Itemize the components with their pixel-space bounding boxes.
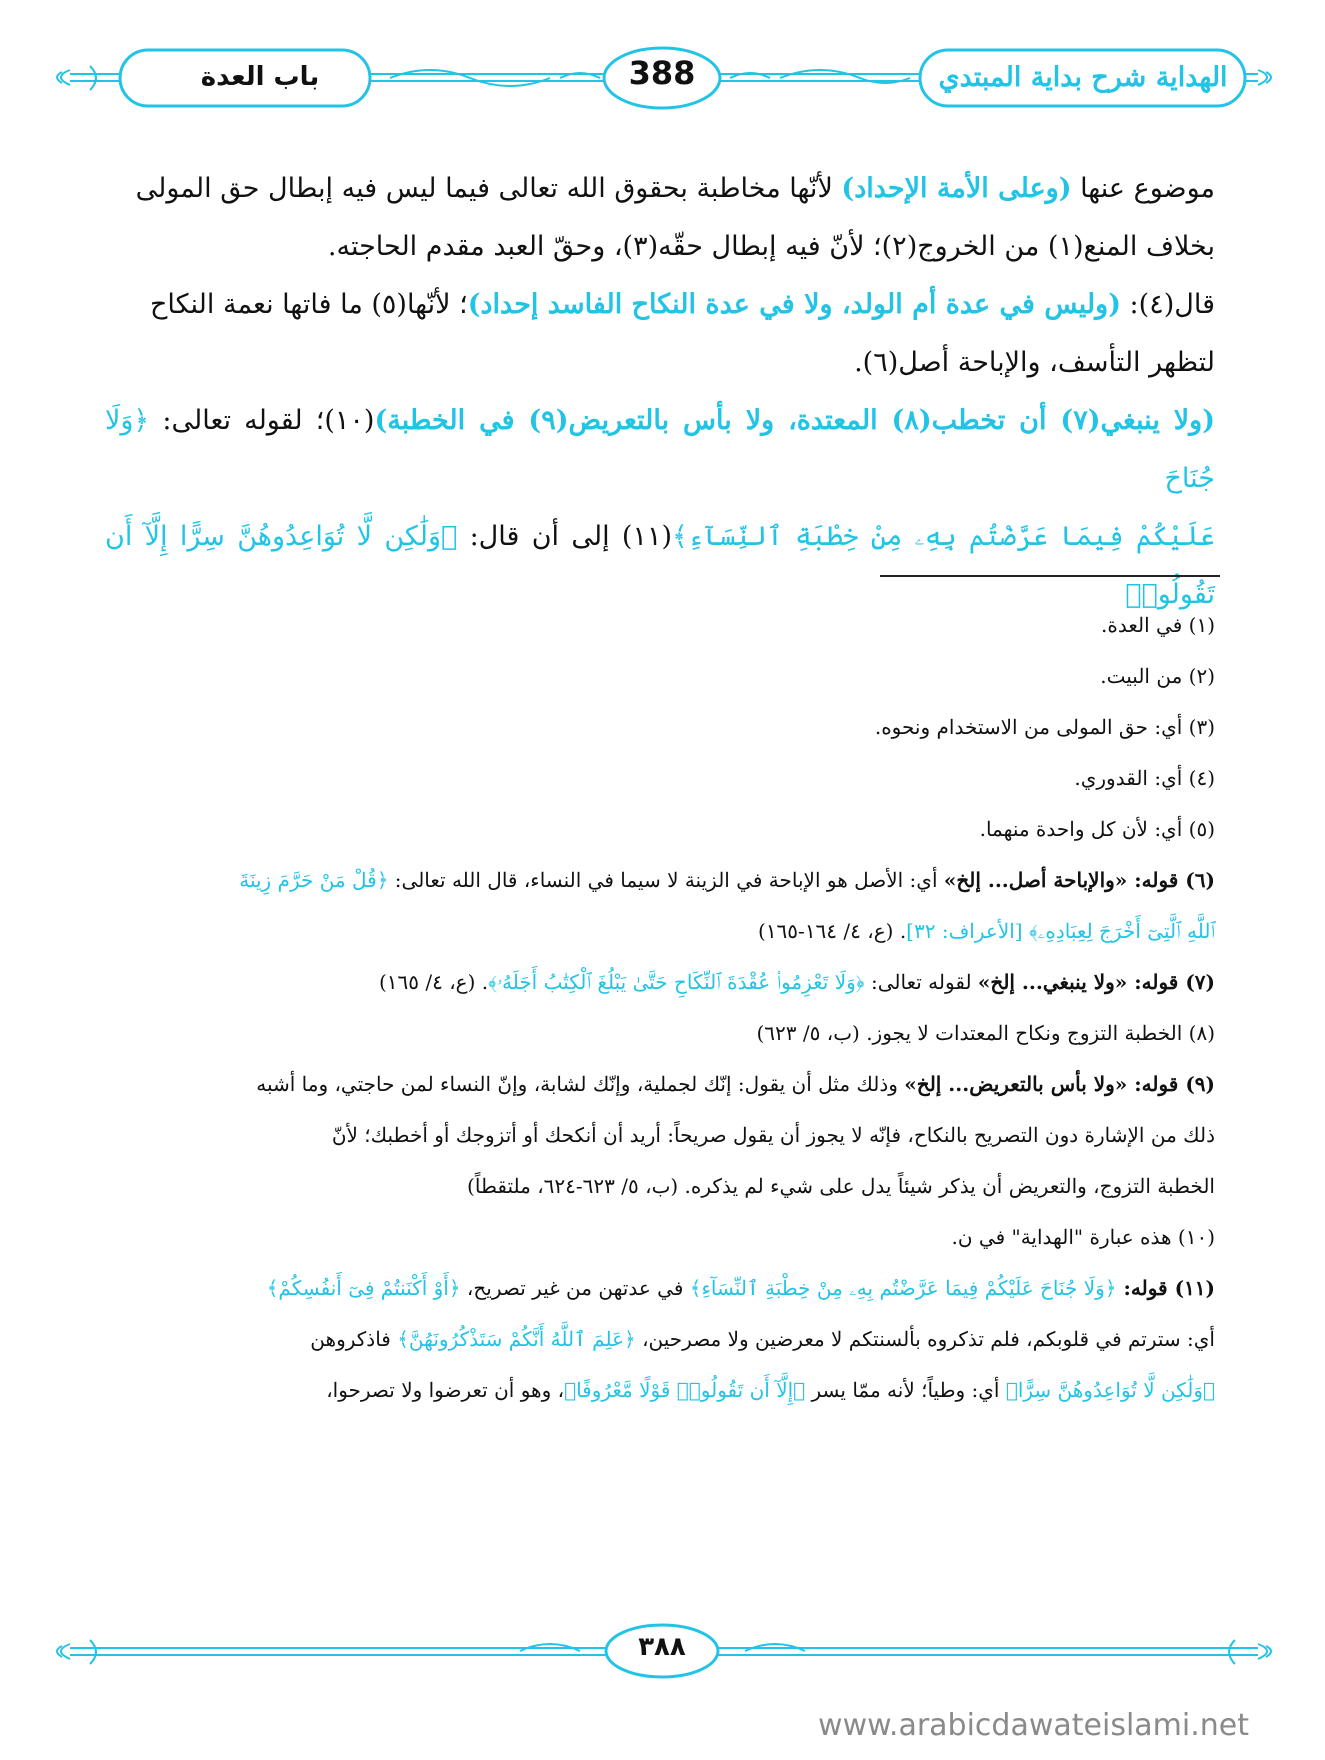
footnote: (٦) قوله: «والإباحة أصل... إلخ» أي: الأصل هو الإباحة في الزينة لا سيما في النساء، قال الله تعالى: ﴿قُلْ مَنْ حَرَّمَ زِينَةَ [239, 868, 1215, 892]
footnote: (١٠) هذه عبارة "الهداية" في ن. [951, 1225, 1215, 1249]
footnote: (٣) أي: حق المولى من الاستخدام ونحوه. [874, 715, 1215, 739]
footnote: ﴿وَلَٰكِن لَّا تُوَاعِدُوهُنَّ سِرًّا﴾ أي: وطياً؛ لأنه ممّا يسر ﴿إِلَّآ أَن تَقُولُوا۟ قَوْلًا مَّعْرُوفًا﴾، وهو أن تعرضوا ولا تصرحوا، [326, 1378, 1215, 1402]
footer-page-number: ٣٨٨ [638, 1632, 686, 1662]
book-title: الهداية شرح بداية المبتدي [938, 62, 1228, 93]
main-line: بخلاف المنع(١) من الخروج(٢)؛ لأنّ فيه إبطال حقّه(٣)، وحقّ العبد مقدم الحاجته. [327, 231, 1215, 262]
page-number: 388 [628, 54, 696, 92]
footnote: ذلك من الإشارة دون التصريح بالنكاح، فإنّه لا يجوز أن يقول صريحاً: أريد أن أنكحك أو أتزوجك أو أخطبك؛ لأنّ [331, 1123, 1215, 1147]
footnote: (١) في العدة. [1101, 613, 1215, 637]
footnote: (٩) قوله: «ولا بأس بالتعريض... إلخ» وذلك مثل أن يقول: إنّك لجملية، وإنّك لشابة، وإنّ النساء لمن حاجتي، وما أشبه [256, 1072, 1215, 1096]
footnote: (٤) أي: القدوري. [1074, 766, 1215, 790]
footnote-separator [880, 575, 1220, 577]
main-line: قال(٤): (وليس في عدة أم الولد، ولا في عدة النكاح الفاسد إحداد)؛ لأنّها(٥) ما فاتها نعمة النكاح [149, 289, 1215, 320]
main-line: (ولا ينبغي(٧) أن تخطب(٨) المعتدة، ولا بأس بالتعريض(٩) في الخطبة)(١٠)؛ لقوله تعالى: ﴿وَلَا جُنَاحَ [105, 405, 1215, 494]
page-header [0, 0, 1325, 140]
website-link[interactable]: www.arabicdawateislami.net [818, 1708, 1249, 1743]
footnote: (٥) أي: لأن كل واحدة منهما. [979, 817, 1215, 841]
footnote: (٧) قوله: «ولا ينبغي... إلخ» لقوله تعالى: ﴿وَلَا تَعْزِمُوا۟ عُقْدَةَ ٱلنِّكَاحِ حَتَّىٰ يَبْلُغَ ٱلْكِتَٰبُ أَجَلَهُۥ﴾. (ع، ٤/ ١٦٥) [378, 970, 1215, 994]
chapter-title: باب العدة [200, 62, 320, 92]
footnotes [100, 600, 1215, 1416]
main-text [105, 160, 1215, 624]
main-line: عَلَيْكُمْ فِيمَا عَرَّضْتُم بِهِۦ مِنْ خِطْبَةِ ٱلنِّسَآءِ﴾(١١) إلى أن قال: ﴿وَلَٰكِن لَّا تُوَاعِدُوهُنَّ سِرًّا إِلَّآ أَن تَقُولُوا۟ [105, 521, 1215, 610]
footnote: (٢) من البيت. [1100, 664, 1215, 688]
main-line: لتظهر التأسف، والإباحة أصل(٦). [854, 347, 1215, 378]
main-line: موضوع عنها (وعلى الأمة الإحداد) لأنّها مخاطبة بحقوق الله تعالى فيما ليس فيه إبطال حق المولى [135, 173, 1215, 204]
footnote: ٱللَّهِ ٱلَّتِىٓ أَخْرَجَ لِعِبَادِهِۦ﴾ [الأعراف: ٣٢]. (ع، ٤/ ١٦٤-١٦٥) [758, 919, 1215, 943]
footnote: أي: سترتم في قلوبكم، فلم تذكروه بألسنتكم لا معرضين ولا مصرحين، ﴿عَلِمَ ٱللَّهُ أَنَّكُمْ سَتَذْكُرُونَهُنَّ﴾ فاذكروهن [310, 1327, 1215, 1351]
footnote: الخطبة التزوج، والتعريض أن يذكر شيئاً يدل على شيء لم يذكره. (ب، ٥/ ٦٢٣-٦٢٤، ملتقطاً) [467, 1174, 1215, 1198]
footnote: (٨) الخطبة التزوج ونكاح المعتدات لا يجوز. (ب، ٥/ ٦٢٣) [756, 1021, 1215, 1045]
page-footer [0, 1590, 1325, 1700]
footnote: (١١) قوله: ﴿وَلَا جُنَاحَ عَلَيْكُمْ فِيمَا عَرَّضْتُم بِهِۦ مِنْ خِطْبَةِ ٱلنِّسَآءِ﴾ في عدتهن من غير تصريح، ﴿أَوْ أَكْنَنتُمْ فِىٓ أَنفُسِكُمْ﴾ [266, 1276, 1215, 1300]
